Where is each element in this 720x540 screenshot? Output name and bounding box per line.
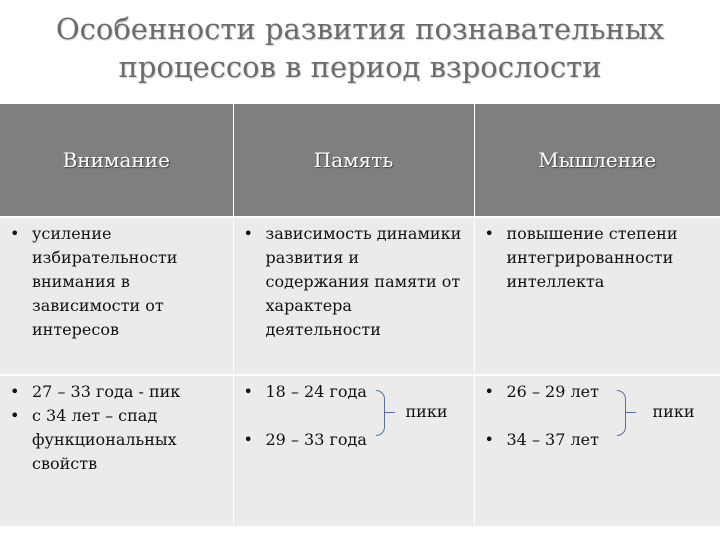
list-item-text: 27 – 33 года - пик (32, 382, 181, 401)
list-item-text: повышение степени интегрированности интеллекта (506, 224, 678, 291)
list-item (8, 404, 227, 476)
list-item-text: 34 – 37 лет (506, 430, 599, 449)
list-item-text: 18 – 24 года (265, 382, 367, 401)
title-line-2: процессов в период взрослости (118, 50, 602, 84)
page-title (0, 10, 720, 86)
bullet-icon: • (484, 382, 494, 401)
bullet-icon: • (243, 430, 253, 449)
brace-tick-icon (626, 412, 636, 413)
list-item (483, 222, 715, 294)
bullet-icon: • (243, 382, 253, 401)
list-item (483, 428, 715, 452)
cell-thinking-ages (474, 375, 720, 526)
cell-memory-features (233, 217, 474, 375)
list-item-text: зависимость динамики развития и содержания памяти от характера деятельности (265, 224, 462, 339)
comparison-table (0, 104, 720, 526)
list-item-text: 26 – 29 лет (506, 382, 599, 401)
title-line-1: Особенности развития познавательных (55, 12, 665, 46)
header-memory: Память (233, 104, 474, 217)
cell-attention-ages (0, 375, 233, 526)
list-item-text: усиление избирательности внимания в зависимости от интересов (32, 224, 178, 339)
bullet-icon: • (10, 382, 20, 401)
cell-memory-ages (233, 375, 474, 526)
cell-thinking-features (474, 217, 720, 375)
header-thinking: Мышление (474, 104, 720, 217)
list-item-text: с 34 лет – спад функциональных свойств (32, 406, 177, 473)
list-item-text: 29 – 33 года (265, 430, 367, 449)
brace-icon (376, 390, 385, 436)
list-item (8, 380, 227, 404)
bullet-icon: • (10, 406, 20, 425)
bullet-icon: • (484, 430, 494, 449)
cell-attention-features (0, 217, 233, 375)
brace-tick-icon (385, 412, 395, 413)
bullet-icon: • (484, 224, 494, 243)
header-row (0, 104, 720, 217)
list-item (242, 222, 468, 342)
brace-icon (617, 390, 626, 436)
peaks-label: пики (652, 402, 695, 421)
bullet-icon: • (10, 224, 20, 243)
bullet-icon: • (243, 224, 253, 243)
table-row (0, 217, 720, 375)
list-item (8, 222, 227, 342)
table-row (0, 375, 720, 526)
header-attention: Внимание (0, 104, 233, 217)
list-item (242, 428, 468, 452)
peaks-label: пики (405, 402, 448, 421)
